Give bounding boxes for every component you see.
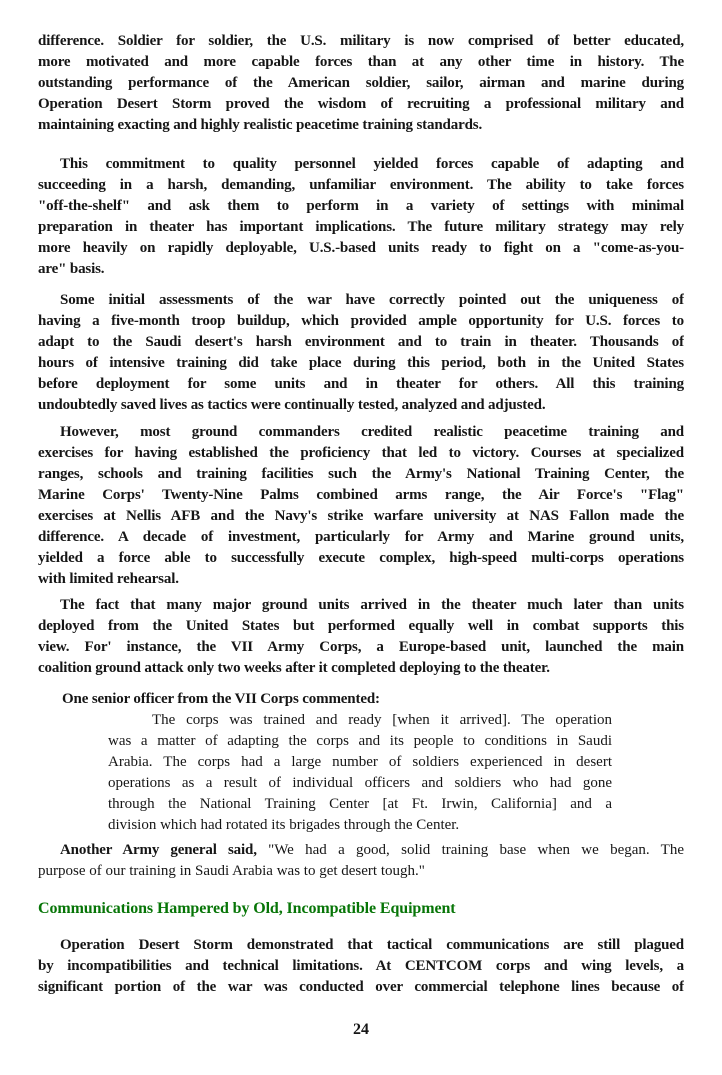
text-line: Some initial assessments of the war have correctly pointed out the uniqueness of <box>60 292 684 308</box>
text-line: exercises for having established the proficiency that led to victory. Courses at specialized <box>38 445 684 461</box>
text-line: outstanding performance of the American soldier, sailor, airman and marine during <box>38 75 684 91</box>
bold-lead-text: Another Army general said, <box>60 842 257 858</box>
body-paragraph-4 <box>38 422 684 590</box>
text-line: was a matter of adapting the corps and its people to conditions in Saudi <box>108 733 612 749</box>
body-paragraph-last <box>38 935 684 998</box>
text-line: significant portion of the war was conducted over commercial telephone lines because of <box>38 979 684 995</box>
text-line: Arabia. The corps had a large number of soldiers experienced in desert <box>108 754 612 770</box>
text-line: adapt to the Saudi desert's harsh environment and to train in theater. Thousands of <box>38 334 684 350</box>
text-line: by incompatibilities and technical limitations. At CENTCOM corps and wing levels, a <box>38 958 684 974</box>
text-line: undoubtedly saved lives as tactics were continually tested, analyzed and adjusted. <box>38 397 546 413</box>
text-line: through the National Training Center [at Ft. Irwin, California] and a <box>108 796 612 812</box>
body-paragraph-3 <box>38 290 684 416</box>
section-heading: Communications Hampered by Old, Incompatible Equipment <box>38 900 456 917</box>
text-line: exercises at Nellis AFB and the Navy's strike warfare university at NAS Fallon made the <box>38 508 684 524</box>
text-line: The fact that many major ground units arrived in the theater much later than units <box>60 597 684 613</box>
text-line: preparation in theater has important implications. The future military strategy may rely <box>38 219 684 235</box>
text-line: "off-the-shelf" and ask them to perform in a variety of settings with minimal <box>38 198 684 214</box>
text-line: yielded a force able to successfully execute complex, high-speed multi-corps operations <box>38 550 684 566</box>
text-line: purpose of our training in Saudi Arabia was to get desert tough." <box>38 863 425 879</box>
page-number: 24 <box>353 1021 369 1038</box>
another-general-paragraph <box>38 840 684 882</box>
quote-intro-line: One senior officer from the VII Corps commented: <box>62 691 380 707</box>
text-line: difference. Soldier for soldier, the U.S. military is now comprised of better educated, <box>38 33 684 49</box>
text-line <box>38 840 684 861</box>
text-line: before deployment for some units and in theater for others. All this training <box>38 376 684 392</box>
text-line: ranges, schools and training facilities such the Army's National Training Center, the <box>38 466 684 482</box>
block-quote <box>108 710 612 836</box>
text-line: deployed from the United States but performed equally well in combat supports this <box>38 618 684 634</box>
text-line: hours of intensive training did take place during this period, both in the United States <box>38 355 684 371</box>
text-line: division which had rotated its brigades through the Center. <box>108 817 460 833</box>
body-paragraph-5 <box>38 595 684 679</box>
body-paragraph-2 <box>38 154 684 280</box>
text-line: more heavily on rapidly deployable, U.S.-based units ready to fight on a "come-as-you- <box>38 240 684 256</box>
text-line: operations as a result of individual officers and soldiers who had gone <box>108 775 612 791</box>
text-line: Operation Desert Storm proved the wisdom of recruiting a professional military and <box>38 96 684 112</box>
quote-text: "We had a good, solid training base when we began. The <box>256 842 684 858</box>
text-line: difference. A decade of investment, particularly for Army and Marine ground units, <box>38 529 684 545</box>
text-line: succeeding in a harsh, demanding, unfamiliar environment. The ability to take forces <box>38 177 684 193</box>
text-line: with limited rehearsal. <box>38 571 179 587</box>
text-line: are" basis. <box>38 261 105 277</box>
text-line: The corps was trained and ready [when it arrived]. The operation <box>152 712 612 728</box>
body-paragraph-1 <box>38 31 684 136</box>
text-line: coalition ground attack only two weeks after it completed deploying to the theater. <box>38 660 550 676</box>
text-line: view. For' instance, the VII Army Corps, a Europe-based unit, launched the main <box>38 639 684 655</box>
text-line: Marine Corps' Twenty-Nine Palms combined arms range, the Air Force's "Flag" <box>38 487 684 503</box>
text-line: However, most ground commanders credited realistic peacetime training and <box>60 424 684 440</box>
text-line: This commitment to quality personnel yielded forces capable of adapting and <box>60 156 684 172</box>
text-line: Operation Desert Storm demonstrated that tactical communications are still plagued <box>60 937 684 953</box>
text-line: maintaining exacting and highly realistic peacetime training standards. <box>38 117 483 133</box>
text-line: having a five-month troop buildup, which provided ample opportunity for U.S. forces to <box>38 313 684 329</box>
text-line: more motivated and more capable forces than at any other time in history. The <box>38 54 684 70</box>
